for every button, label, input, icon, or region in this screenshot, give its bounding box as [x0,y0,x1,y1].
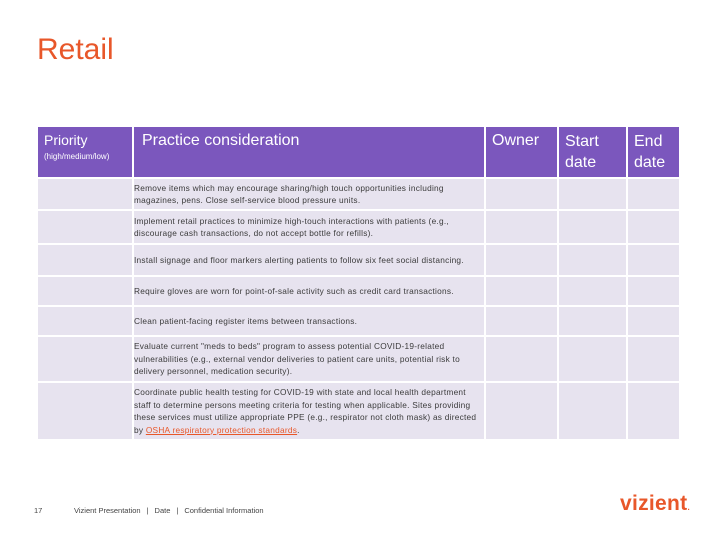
table-row [38,307,679,335]
page-title: Retail [37,33,114,66]
end-date-cell[interactable] [628,307,679,335]
owner-cell[interactable] [486,211,557,243]
footer-confidential: Confidential Information [184,506,264,515]
practice-text: Coordinate public health testing for COVID-19 with state and local health department staff to determine persons meeting criteria for testing when applicable. Sites providing these services must utilize appropriate PPE (e.g., respirator not cloth mask) as directed by [134,387,477,435]
logo-mark: . [687,503,690,512]
page-number: 17 [34,506,43,515]
start-date-cell[interactable] [559,307,626,335]
end-date-header: End date [628,127,679,177]
practice-text: Install signage and floor markers alerting patients to follow six feet social distancing. [134,254,464,265]
footer-separator: | [146,506,149,515]
end-date-cell[interactable] [628,277,679,305]
practice-text-end: . [297,424,300,435]
table-row [38,277,679,305]
practice-cell [134,383,484,439]
vizient-logo [620,492,690,516]
owner-cell[interactable] [486,383,557,439]
practice-text: Clean patient-facing register items between transactions. [134,315,358,326]
start-date-cell[interactable] [559,383,626,439]
table-row [38,383,679,439]
priority-cell[interactable] [38,179,132,209]
table-row [38,245,679,275]
end-date-cell[interactable] [628,179,679,209]
end-date-cell[interactable] [628,337,679,381]
practice-table [36,125,681,441]
start-date-cell[interactable] [559,245,626,275]
practice-cell [134,337,484,381]
table-row [38,211,679,243]
end-date-cell[interactable] [628,383,679,439]
practice-cell [134,277,484,305]
priority-cell[interactable] [38,211,132,243]
priority-cell[interactable] [38,307,132,335]
priority-cell[interactable] [38,383,132,439]
start-date-cell[interactable] [559,211,626,243]
start-date-cell[interactable] [559,337,626,381]
practice-text: Implement retail practices to minimize high-touch interactions with patients (e.g., discourage cash transactions, do not accept bottle for refills). [134,215,449,238]
priority-cell[interactable] [38,337,132,381]
owner-cell[interactable] [486,337,557,381]
practice-cell [134,211,484,243]
priority-header [38,127,132,177]
start-date-header: Start date [559,127,626,177]
footer-line [74,506,264,515]
owner-cell[interactable] [486,179,557,209]
logo-text: vizient [620,492,688,515]
practice-cell [134,245,484,275]
footer-date: Date [154,506,171,515]
owner-cell[interactable] [486,307,557,335]
priority-header-label: Priority [44,132,88,148]
osha-standards-link[interactable]: OSHA respiratory protection standards [145,424,298,435]
practice-text: Require gloves are worn for point-of-sale activity such as credit card transactions. [134,285,454,296]
footer-separator: | [176,506,179,515]
practice-text: Evaluate current "meds to beds" program to assess potential COVID-19-related vulnerabilities (e.g., external vendor deliveries to patient care units, potential risk to delivery personnel, medication security). [134,341,460,377]
priority-cell[interactable] [38,245,132,275]
practice-header: Practice consideration [134,127,484,177]
table-row [38,179,679,209]
table-header-row [38,127,679,177]
start-date-cell[interactable] [559,179,626,209]
priority-cell[interactable] [38,277,132,305]
practice-cell [134,179,484,209]
end-date-cell[interactable] [628,211,679,243]
footer-presentation: Vizient Presentation [74,506,141,515]
priority-header-sublabel: (high/medium/low) [44,152,110,161]
table-row [38,337,679,381]
owner-cell[interactable] [486,245,557,275]
owner-header: Owner [486,127,557,177]
owner-cell[interactable] [486,277,557,305]
practice-text: Remove items which may encourage sharing/high touch opportunities including magazines, pens. Close self-service blood pressure units. [134,182,444,205]
practice-cell [134,307,484,335]
start-date-cell[interactable] [559,277,626,305]
end-date-cell[interactable] [628,245,679,275]
